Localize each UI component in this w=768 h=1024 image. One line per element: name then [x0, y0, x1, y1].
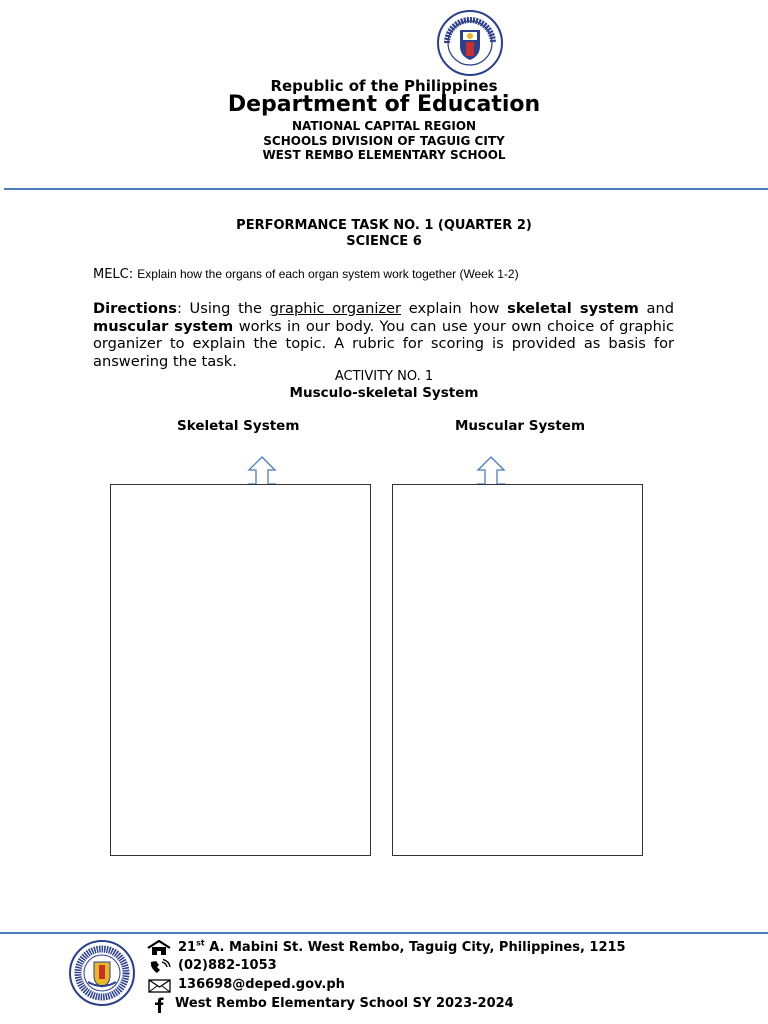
muscular-system-heading: Muscular System	[455, 418, 586, 434]
republic-label: Republic of the Philippines	[270, 77, 498, 95]
task-title: PERFORMANCE TASK NO. 1 (QUARTER 2)	[236, 218, 532, 233]
directions-label: Directions	[93, 300, 177, 317]
graphic-organizer-link: graphic organizer	[269, 300, 402, 317]
deped-seal	[433, 10, 507, 76]
school-phone: (02)882-1053	[178, 958, 277, 973]
activity-title: Musculo-skeletal System	[289, 385, 479, 401]
mail-icon	[148, 978, 174, 994]
address-suffix: st	[196, 938, 205, 948]
directions-text-2: explain how	[401, 300, 508, 317]
directions-paragraph	[93, 300, 674, 370]
directions-text-3: and	[638, 300, 674, 317]
activity-number: ACTIVITY NO. 1	[334, 369, 434, 384]
directions-text-1: : Using the	[176, 300, 270, 317]
header-divider	[4, 188, 768, 190]
region-label: NATIONAL CAPITAL REGION	[291, 119, 477, 133]
melc-line	[93, 267, 519, 282]
melc-label: MELC:	[93, 267, 138, 282]
skeletal-system-term: skeletal system	[507, 300, 639, 317]
facebook-icon	[150, 997, 176, 1013]
footer-divider	[0, 932, 768, 934]
division-label: SCHOOLS DIVISION OF TAGUIG CITY	[263, 134, 505, 148]
skeletal-system-answer-box[interactable]	[110, 484, 371, 856]
department-title: Department of Education	[227, 92, 541, 117]
address-street: A. Mabini St. West Rembo, Taguig City, Philippines, 1215	[204, 940, 626, 955]
school-address	[178, 940, 626, 955]
muscular-system-answer-box[interactable]	[392, 484, 643, 856]
skeletal-system-heading: Skeletal System	[177, 418, 300, 434]
muscular-system-term: muscular system	[93, 317, 234, 335]
directions-text-4: works in our body. You can use your own choice of graphic organizer to explain the topic. A rubric for scoring is provided as basis for answering the task.	[93, 317, 674, 370]
home-icon	[146, 940, 172, 956]
school-logo	[66, 940, 138, 1006]
melc-text: Explain how the organs of each organ system work together (Week 1-2)	[137, 267, 519, 281]
school-email: 136698@deped.gov.ph	[178, 977, 345, 992]
task-subject: SCIENCE 6	[346, 234, 422, 249]
address-number: 21	[178, 940, 197, 955]
phone-icon	[148, 959, 174, 975]
school-facebook: West Rembo Elementary School SY 2023-2024	[175, 996, 514, 1011]
school-label: WEST REMBO ELEMENTARY SCHOOL	[262, 148, 506, 162]
